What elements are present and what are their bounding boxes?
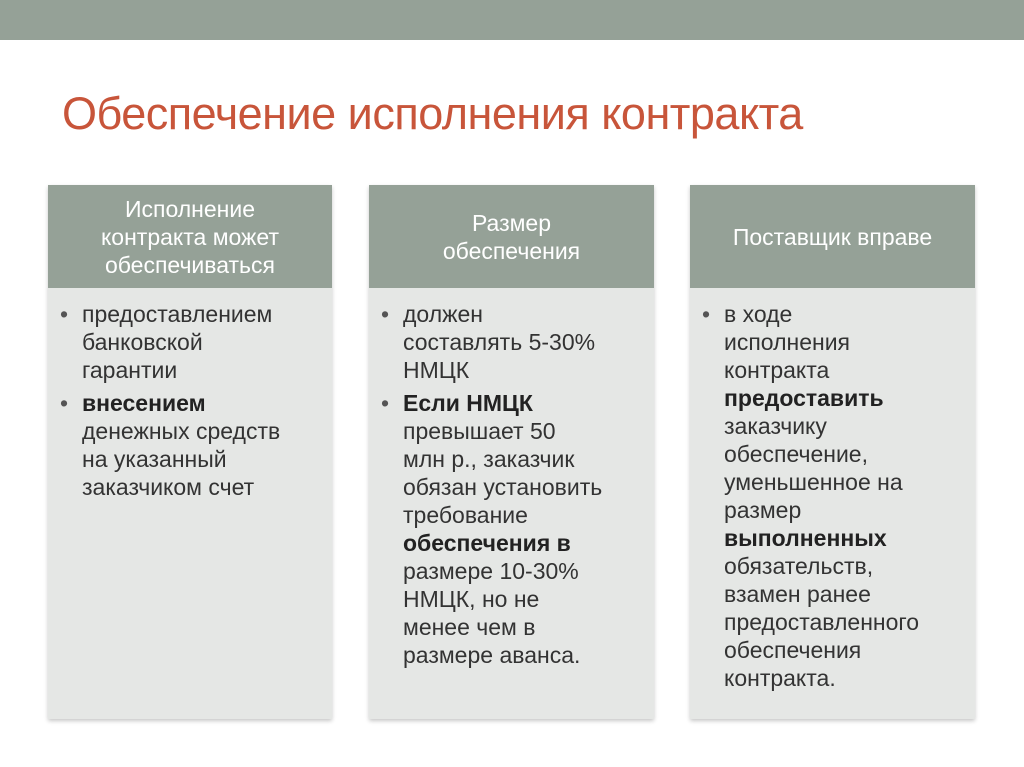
bullet-text-segment: должен составлять 5-30% НМЦК (403, 301, 596, 383)
bullet-text-emphasis: выполненных (724, 525, 887, 551)
column-header-label: Размер обеспечения (442, 209, 581, 264)
bullet-text-segment: денежных средств на указанный заказчиком счет (82, 418, 281, 500)
bullet-text (82, 300, 272, 384)
bullet-text-emphasis: предоставить (724, 385, 884, 411)
bullet-text-segment: размере 10-30% НМЦК, но не менее чем в размере аванса. (403, 558, 581, 668)
bullet-text-segment: в ходе исполнения контракта (724, 301, 851, 383)
column-security-size (369, 185, 654, 719)
bullet-text (82, 389, 280, 501)
bullet-item (60, 300, 322, 384)
bullet-marker: • (60, 301, 69, 327)
column-execution-forms (48, 185, 332, 719)
bullet-item (60, 389, 322, 501)
bullet-item (702, 300, 965, 692)
column-supplier-rights (690, 185, 975, 719)
bullet-text-segment: заказчику обеспечение, уменьшенное на размер (724, 413, 903, 523)
column-body (690, 288, 975, 692)
column-body (48, 288, 332, 501)
bullet-text-segment: превышает 50 млн р., заказчик обязан установить требование (403, 418, 603, 528)
bullet-text-emphasis: внесением (82, 390, 206, 416)
bullet-text (724, 300, 919, 692)
column-body (369, 288, 654, 669)
top-decorative-bar (0, 0, 1024, 40)
slide-title: Обеспечение исполнения контракта (62, 88, 803, 139)
bullet-item (381, 389, 644, 669)
bullet-marker: • (381, 301, 390, 327)
column-header (690, 185, 975, 288)
bullet-text (403, 389, 602, 669)
bullet-text-emphasis: обеспечения в (403, 530, 571, 556)
bullet-item (381, 300, 644, 384)
bullet-marker: • (702, 301, 711, 327)
bullet-text (403, 300, 595, 384)
bullet-marker: • (381, 390, 390, 416)
bullet-text-emphasis: Если НМЦК (403, 390, 533, 416)
bullet-text-segment: обязательств, взамен ранее предоставленного обеспечения контракта. (724, 553, 920, 691)
column-header (369, 185, 654, 288)
bullet-text-segment: предоставлением банковской гарантии (82, 301, 273, 383)
column-header-label: Поставщик вправе (732, 223, 933, 250)
column-header-label: Исполнение контракта может обеспечиваться (100, 195, 279, 278)
bullet-marker: • (60, 390, 69, 416)
column-header (48, 185, 332, 288)
